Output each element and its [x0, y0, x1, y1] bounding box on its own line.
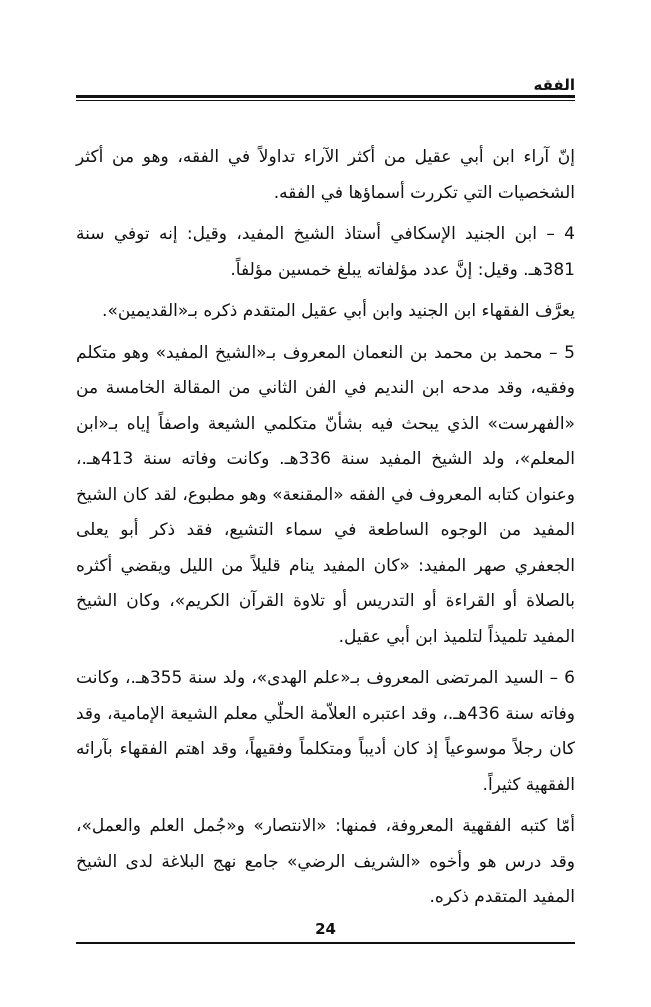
- body-text: [76, 140, 575, 922]
- header-title: الفقه: [533, 76, 575, 94]
- page-footer: [76, 920, 575, 950]
- paragraph-2: 4 – ابن الجنيد الإسكافي أستاذ الشيخ المفيد، وقيل: إنه توفي سنة 381هـ. وقيل: إنَّ عدد مؤلفاته يبلغ خمسين مؤلفاً.: [76, 224, 575, 280]
- paragraph-3: يعرَّف الفقهاء ابن الجنيد وابن أبي عقيل المتقدم ذكره بـ«القديمين».: [102, 301, 575, 321]
- header-rule-thin: [76, 100, 575, 101]
- paragraph-5: 6 – السيد المرتضى المعروف بـ«علم الهدى»، ولد سنة 355هـ.، وكانت وفاته سنة 436هـ.، وقد اعتبره العلاّمة الحلّي معلم الشيعة الإمامية، وقد كان رجلاً موسوعياً إذ كان أديباً ومتكلماً وفقيهاً، وقد اهتم الفقهاء بآرائه الفقهية كثيراً.: [76, 668, 575, 795]
- paragraph-6: أمّا كتبه الفقهية المعروفة، فمنها: «الانتصار» و«جُمل العلم والعمل»، وقد درس هو وأخوه «الشريف الرضي» جامع نهج البلاغة لدى الشيخ المفيد المتقدم ذكره.: [76, 816, 575, 907]
- running-header: [76, 72, 575, 102]
- paragraph-4: 5 – محمد بن محمد بن النعمان المعروف بـ«الشيخ المفيد» وهو متكلم وفقيه، وقد مدحه ابن النديم في الفن الثاني من المقالة الخامسة من «الفهرست» الذي يبحث فيه بشأنّ متكلمي الشيعة واصفاً إياه بـ«ابن المعلم»، ولد الشيخ المفيد سنة 336هـ. وكانت وفاته سنة 413هـ.، وعنوان كتابه المعروف في الفقه «المقنعة» وهو مطبوع، لقد كان الشيخ المفيد من الوجوه الساطعة في سماء التشيع، فقد ذكر أبو يعلى الجعفري صهر المفيد: «كان المفيد ينام قليلاً من الليل ويقضي أكثره بالصلاة أو القراءة أو التدريس أو تلاوة القرآن الكريم»، وكان الشيخ المفيد تلميذاً لتلميذ ابن أبي عقيل.: [76, 342, 575, 647]
- paragraph-1: إنّ آراء ابن أبي عقيل من أكثر الآراء تداولاً في الفقه، وهو من أكثر الشخصيات التي تكررت أسماؤها في الفقه.: [76, 147, 575, 203]
- header-rule-thick: [76, 95, 575, 98]
- footer-rule: [76, 942, 575, 944]
- page-number: 24: [315, 920, 336, 938]
